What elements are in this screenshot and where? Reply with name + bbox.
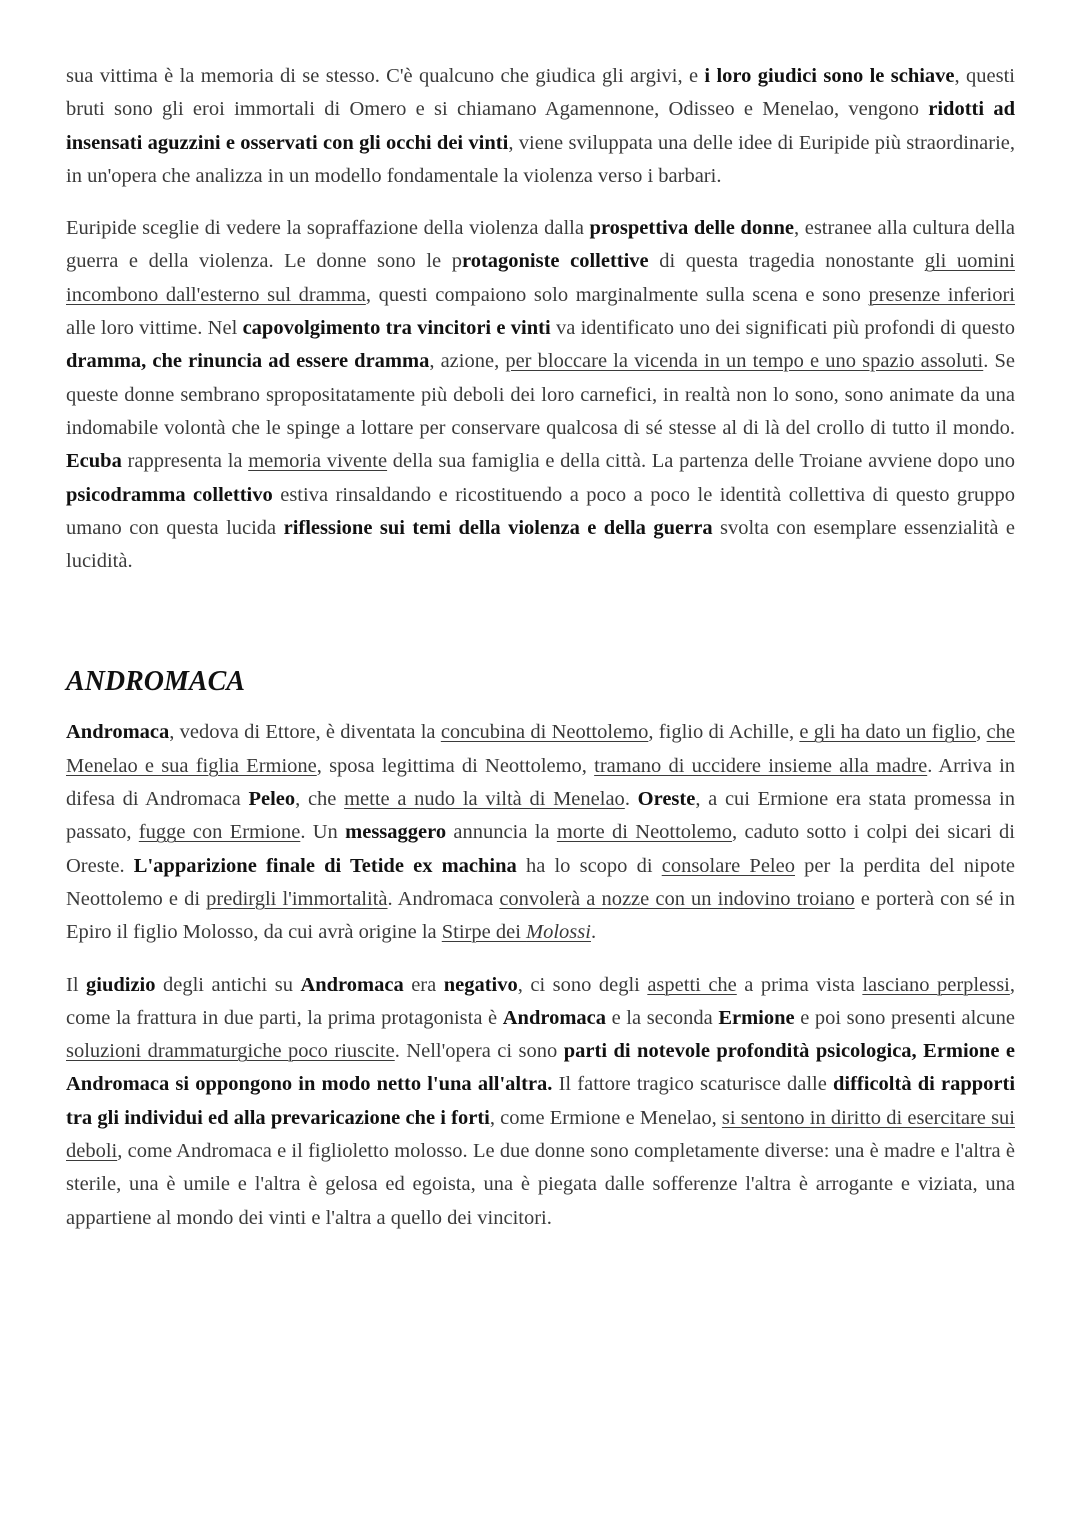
bold-run: Andromaca	[66, 721, 170, 744]
text-run: , estranee alla cultura della guerra e della violenza. Le donne sono le p	[66, 217, 1016, 273]
text-run: annuncia la	[446, 821, 557, 844]
text-run: . Arriva in difesa di Andromaca	[66, 754, 1016, 811]
text-run: a prima vista	[736, 973, 863, 996]
bold-run: ridotti ad insensati aguzzini e osservati con gli occhi dei vinti	[66, 98, 1015, 154]
bold-run: L'apparizione finale di Tetide ex machina	[133, 854, 517, 877]
underlined-run: memoria vivente	[248, 450, 388, 473]
text-run: , vedova di Ettore, è diventata la	[169, 721, 441, 744]
underlined-run: tramano di uccidere insieme alla madre	[594, 754, 928, 777]
underlined-run: convolerà a nozze con un indovino troiano	[499, 887, 855, 910]
underlined-run: morte di Neottolemo	[556, 821, 733, 844]
text-run: ha lo scopo di	[516, 854, 662, 877]
paragraph-andromaca-plot	[66, 716, 1015, 949]
underlined-run: gli uomini incombono dall'esterno sul dramma	[66, 250, 1015, 306]
text-run: Euripide sceglie di vedere la sopraffazione della violenza dalla	[66, 217, 590, 240]
text-run: , che	[295, 788, 345, 811]
text-run: e porterà con sé in Epiro il figlio Molosso, da cui avrà origine la	[66, 887, 1015, 944]
underlined-run: lasciano perplessi	[862, 973, 1010, 996]
text-run: , questi bruti sono gli eroi immortali di Omero e si chiamano Agamennone, Odisseo e Menelao, vengono	[66, 65, 1016, 121]
text-run: , come la frattura in due parti, la prima protagonista è	[66, 973, 1016, 1029]
paragraph-andromaca-judgement	[66, 969, 1015, 1235]
text-run: alle loro vittime. Nel	[66, 317, 243, 340]
paragraph-troiane-intro	[66, 60, 1015, 193]
section-heading-andromaca: ANDROMACA	[66, 666, 245, 698]
underlined-run: per bloccare la vicenda in un tempo e uno spazio assoluti	[505, 350, 984, 373]
underlined-run: soluzioni drammaturgiche poco riuscite	[66, 1040, 395, 1063]
text-run: , questi compaiono solo marginalmente sulla scena e sono	[365, 283, 869, 306]
bold-run: Ermione	[718, 1006, 795, 1029]
underlined-run: presenze inferiori	[868, 283, 1015, 306]
bold-run: riflessione sui temi della violenza e della guerra	[283, 516, 713, 539]
underlined-run: che Menelao e sua figlia Ermione	[66, 721, 1015, 777]
text-run: .	[624, 788, 638, 811]
text-run: , figlio di Achille,	[648, 721, 800, 744]
underlined-run: consolare Peleo	[661, 854, 795, 877]
text-run: svolta con esemplare essenzialità e lucidità.	[66, 516, 1015, 573]
text-run: , azione,	[429, 350, 506, 373]
text-run: , ci sono degli	[517, 973, 648, 996]
text-run: . Andromaca	[387, 887, 500, 910]
bold-run: Ecuba	[66, 450, 122, 473]
text-run: , sposa legittima di Neottolemo,	[316, 754, 595, 777]
underlined-run: fugge con Ermione	[138, 821, 301, 844]
text-run: e poi sono presenti alcune	[794, 1006, 1015, 1029]
text-run: , caduto sotto i colpi dei sicari di Oreste.	[66, 821, 1015, 877]
underlined-run: aspetti che	[647, 973, 737, 996]
text-run: Il fattore tragico scaturisce dalle	[552, 1073, 833, 1096]
underlined-run: Stirpe dei	[441, 921, 527, 944]
underlined-run: si sentono in diritto di esercitare sui deboli	[66, 1106, 1015, 1163]
text-run: . Nell'opera ci sono	[394, 1040, 564, 1063]
text-run: , viene sviluppata una delle idee di Euripide più straordinarie, in un'opera che analizza in un modello fondamentale la violenza verso i barbari.	[66, 131, 1015, 187]
bold-run: parti di notevole profondità psicologica, Ermione e Andromaca si oppongono in modo netto l'una all'altra.	[66, 1040, 1016, 1096]
paragraph-troiane-analysis	[66, 212, 1015, 578]
text-run: della sua famiglia e della città. La partenza delle Troiane avviene dopo uno	[387, 450, 1015, 473]
text-run: rappresenta la	[121, 450, 249, 473]
text-run: . Se queste donne sembrano spropositatamente più deboli dei loro carnefici, in realtà non lo sono, sono animate da una indomabile volontà che le spinge a lottare per conservare qualcosa di sé stesse al di là del crollo di tutto il mondo.	[66, 350, 1015, 439]
underlined-run: mette a nudo la viltà di Menelao	[344, 788, 625, 811]
bold-run: Oreste	[637, 788, 696, 811]
bold-run: i loro giudici sono le schiave	[704, 65, 955, 87]
underlined-run: predirgli l'immortalità	[206, 887, 388, 910]
underlined-run: e gli ha dato un figlio	[799, 721, 977, 744]
text-run: , come Ermione e Menelao,	[489, 1106, 722, 1129]
text-run: ,	[976, 721, 987, 744]
bold-run: difficoltà di rapporti tra gli individui ed alla prevaricazione che i forti	[66, 1073, 1016, 1129]
text-run: .	[590, 921, 597, 944]
text-run: va identificato uno dei significati più profondi di questo	[550, 317, 1015, 340]
text-run: di questa tragedia nonostante	[648, 250, 925, 273]
text-run: era	[403, 973, 444, 996]
bold-run: capovolgimento tra vincitori e vinti	[242, 317, 551, 340]
bold-run: Andromaca	[502, 1006, 607, 1029]
text-run: Il	[66, 973, 87, 996]
bold-run: dramma, che rinuncia ad essere dramma	[66, 350, 430, 373]
bold-run: rotagoniste collettive	[461, 250, 649, 273]
bold-run: prospettiva delle donne	[589, 217, 794, 240]
underlined-run: concubina di Neottolemo	[440, 721, 649, 744]
bold-run: Peleo	[248, 788, 296, 811]
bold-run: giudizio	[86, 973, 156, 996]
text-run: sua vittima è la memoria di se stesso. C'è qualcuno che giudica gli argivi, e	[66, 65, 705, 87]
text-run: , come Andromaca e il figlioletto molosso. Le due donne sono completamente diverse: una è madre e l'altra è sterile, una è umile e l'altra è gelosa ed egoista, una è piegata dalle sofferenze l'altra è arrogante e viziata, una appartiene al mondo dei vinti e l'altra a quello dei vincitori.	[66, 1140, 1015, 1229]
text-run: degli antichi su	[155, 973, 301, 996]
document-page	[66, 60, 1015, 1235]
text-run: per la perdita del nipote Neottolemo e di	[66, 854, 1015, 910]
text-run: estiva rinsaldando e ricostituendo a poco a poco le identità collettiva di questo gruppo umano con questa lucida	[66, 483, 1015, 539]
underlined-italic-run: Molossi	[526, 921, 591, 944]
text-run: . Un	[300, 821, 346, 844]
bold-run: Andromaca	[300, 973, 404, 996]
text-run: e la seconda	[606, 1006, 719, 1029]
text-run: , a cui Ermione era stata promessa in passato,	[66, 788, 1016, 844]
bold-run: negativo	[443, 973, 518, 996]
bold-run: psicodramma collettivo	[66, 483, 273, 506]
bold-run: messaggero	[345, 821, 447, 844]
